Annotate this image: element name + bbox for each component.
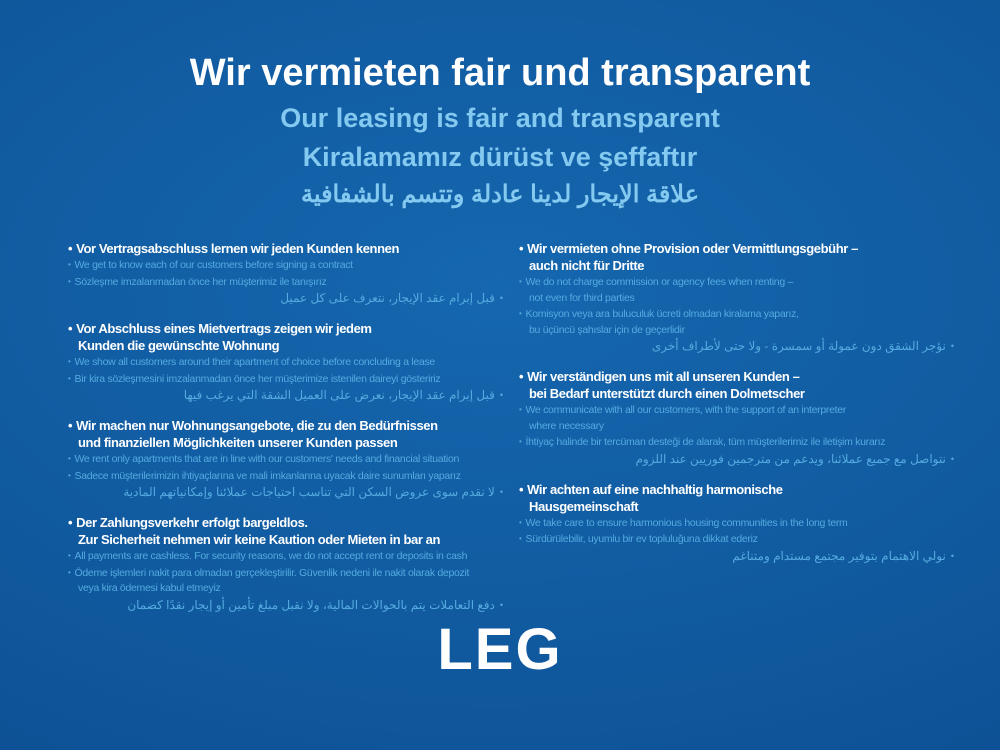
point-german [68,417,503,434]
point-turkish [519,306,954,323]
point-german [519,481,954,498]
point-arabic-text: قبل إبرام عقد الإيجار، نعرض على العميل الشقة التي يرغب فيها [183,388,495,402]
bullet-icon: • [519,437,522,446]
point-turkish-text: Komisyon veya ara buluculuk ücreti olmadan kiralama yaparız, [525,308,799,320]
bullet-icon: • [519,405,522,414]
point-english-text: We communicate with all our customers, with the support of an interpreter [525,404,846,416]
info-block-contract-signing [68,240,503,307]
bullet-icon: • [519,241,524,256]
bullet-icon: • [68,470,71,480]
point-english [68,257,503,274]
point-turkish-text: Sadece müşterilerimizin ihtiyaçlarına ve mali imkanlarına uyacak daire sunumları yaparız [74,469,461,482]
point-english-text: We do not charge commission or agency fees when renting – [525,276,794,288]
header [0,52,1000,209]
point-turkish [519,531,954,548]
bullet-icon: • [950,453,954,464]
point-turkish [519,434,954,451]
info-block-harmonious-community [519,481,954,565]
bullet-icon: • [68,276,71,286]
point-turkish-line2: veya kira ödemesi kabul etmeyiz [78,582,221,594]
title-turkish: Kiralamamız dürüst ve şeffaftır [302,142,698,172]
point-german-line2: und finanziellen Möglichkeiten unserer Kunden passen [78,435,398,450]
bullet-icon: • [950,550,954,561]
bullet-icon: • [68,373,71,383]
point-arabic [519,338,954,355]
point-german [68,240,503,257]
bullet-icon: • [68,567,71,577]
point-german [68,320,503,337]
point-german-text: Wir vermieten ohne Provision oder Vermittlungsgebühr – [527,241,858,256]
point-english [519,402,954,419]
point-arabic [68,597,503,614]
bullet-icon: • [499,487,503,497]
bullet-icon: • [499,293,503,303]
point-turkish [68,468,503,485]
point-german-line2: Zur Sicherheit nehmen wir keine Kaution oder Mieten in bar an [78,532,441,547]
point-german-line2: auch nicht für Dritte [529,258,645,273]
point-english-text: We rent only apartments that are in line with our customers' needs and financial situation [74,453,460,465]
bullet-icon: • [68,357,71,366]
bullet-icon: • [68,321,73,336]
bullet-icon: • [68,241,73,256]
bullet-icon: • [68,551,71,560]
point-turkish [68,565,503,582]
footer [0,616,1000,683]
bullet-icon: • [499,599,503,610]
bullet-icon: • [68,418,73,433]
info-block-suitable-offers [68,417,503,501]
point-turkish-text: Sürdürülebilir, uyumlu bir ev topluluğuna dikkat ederiz [525,533,758,545]
info-block-apartment-viewing [68,320,503,404]
point-arabic-text: نؤجر الشقق دون عمولة أو سمسرة - ولا حتى لأطراف أخرى [651,339,946,353]
point-arabic [68,484,503,501]
title-english: Our leasing is fair and transparent [280,103,720,133]
point-arabic [68,290,503,307]
bullet-icon: • [519,309,522,318]
point-english-text: All payments are cashless. For security reasons, we do not accept rent or deposits in cash [74,550,468,562]
point-german-text: Wir achten auf eine nachhaltig harmonische [527,481,783,497]
point-arabic-text: قبل إبرام عقد الإيجار، نتعرف على كل عميل [280,291,495,305]
title-arabic: علاقة الإيجار لدينا عادلة وتتسم بالشفافية [300,181,700,208]
point-english [68,354,503,371]
bullet-icon: • [68,515,73,530]
point-turkish-text: Sözleşme imzalanmadan önce her müşterimiz ile tanışırız [74,275,327,288]
point-english-text: We take care to ensure harmonious housing communities in the long term [525,516,848,529]
point-turkish [68,274,503,291]
point-german-text: Vor Vertragsabschluss lernen wir jeden Kunden kennen [76,241,399,256]
info-block-cashless-payments [68,514,503,614]
bullet-icon: • [519,517,522,527]
point-arabic-text: دفع التعاملات يتم بالحوالات المالية، ولا نقبل مبلغ تأمين أو إيجار نقدًا كضمان [127,597,495,612]
point-arabic-text: لا نقدم سوى عروض السكن التي تناسب احتياجات عملائنا وإمكانياتهم المادية [123,485,495,499]
point-turkish-text: Bir kira sözleşmesini imzalanmadan önce her müşterimize istenilen daireyi gösteririz [74,372,441,385]
point-turkish-text: Ödeme işlemleri nakit para olmadan gerçekleştirilir. Güvenlik nedeni ile nakit olarak depozit [74,566,470,579]
point-turkish-line2: bu üçüncü şahıslar için de geçerlidir [529,323,685,336]
point-turkish-text: İhtiyaç halinde bir tercüman desteği de alarak, tüm müşterilerimiz ile iletişim kurarız [525,436,886,448]
point-english-text: We show all customers around their apartment of choice before concluding a lease [74,356,435,368]
bullet-icon: • [519,534,522,543]
point-german-text: Wir verständigen uns mit all unseren Kunden – [527,369,800,384]
point-english-line2: where necessary [529,419,604,432]
content-columns [68,240,954,627]
point-arabic-text: نتواصل مع جميع عملائنا، ويدعم من مترجمين فوريين عند اللزوم [635,451,946,466]
leg-logo: LEG [437,617,563,682]
point-english-line2: not even for third parties [529,291,635,304]
bullet-icon: • [519,369,524,384]
point-german-text: Wir machen nur Wohnungsangebote, die zu den Bedürfnissen [76,418,438,433]
point-arabic-text: نولي الاهتمام بتوفير مجتمع مستدام ومتناغم [732,548,946,563]
point-german-line2: Hausgemeinschaft [529,498,639,514]
point-arabic [519,451,954,468]
point-english [68,451,503,468]
bullet-icon: • [68,454,71,463]
point-english [68,548,503,565]
left-column [68,240,503,627]
point-english [519,515,954,532]
bullet-icon: • [68,260,71,269]
bullet-icon: • [519,277,522,286]
point-german-text: Vor Abschluss eines Mietvertrags zeigen wir jedem [76,321,372,336]
point-arabic [519,548,954,565]
point-german-text: Der Zahlungsverkehr erfolgt bargeldlos. [76,515,308,530]
info-block-interpreter [519,368,954,468]
point-german [68,514,503,531]
point-german-line2: Kunden die gewünschte Wohnung [78,338,280,353]
title-german: Wir vermieten fair und transparent [189,52,811,94]
point-german [519,368,954,385]
bullet-icon: • [499,390,503,400]
point-german-line2: bei Bedarf unterstützt durch einen Dolmetscher [529,386,805,401]
point-turkish [68,371,503,388]
point-german [519,240,954,257]
point-english-text: We get to know each of our customers before signing a contract [74,259,353,271]
info-block-no-commission [519,240,954,355]
point-arabic [68,387,503,404]
point-english [519,274,954,291]
right-column [519,240,954,627]
bullet-icon: • [950,341,954,351]
bullet-icon: • [519,481,524,497]
